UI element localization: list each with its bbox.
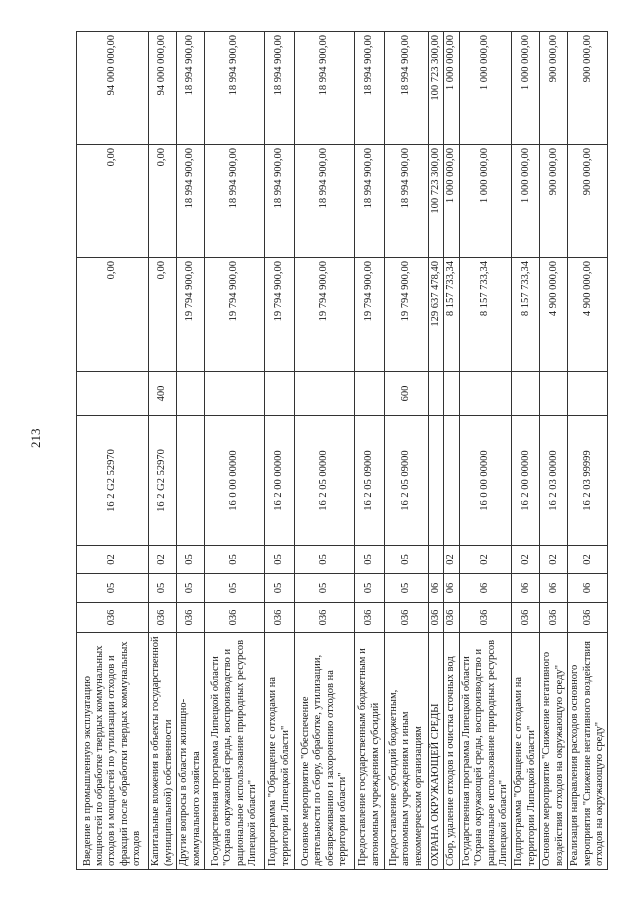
grbs-code-cell: 036 [512,603,540,633]
table-row [149,32,177,870]
amount-year3-cell: 18 994 900,00 [205,32,265,145]
grbs-code-cell: 036 [265,603,295,633]
target-article-cell [444,416,459,546]
expense-type-cell [355,372,385,416]
section-code-cell: 05 [149,574,177,603]
table-row [355,32,385,870]
expense-type-cell: 600 [385,372,429,416]
grbs-code-cell: 036 [77,603,149,633]
expense-type-cell [265,372,295,416]
section-code-cell: 05 [205,574,265,603]
table-row [177,32,205,870]
amount-year2-cell: 18 994 900,00 [355,145,385,258]
expense-type-cell [177,372,205,416]
expense-type-cell [77,372,149,416]
section-code-cell: 06 [568,574,608,603]
amount-year1-cell: 8 157 733,34 [459,258,512,372]
amount-year2-cell: 900 000,00 [540,145,568,258]
subsection-code-cell: 02 [512,546,540,574]
table-row [265,32,295,870]
amount-year2-cell: 18 994 900,00 [177,145,205,258]
amount-year1-cell: 8 157 733,34 [444,258,459,372]
subsection-code-cell: 05 [265,546,295,574]
table-row [444,32,459,870]
amount-year1-cell: 19 794 900,00 [295,258,355,372]
amount-year1-cell: 4 900 000,00 [568,258,608,372]
amount-year3-cell: 18 994 900,00 [265,32,295,145]
row-name-cell: Основное мероприятие "Обеспечение деятельности по сбору, обработке, утилизации, обезвреживанию и захоронению отходов на территории области" [295,633,355,870]
table-row [512,32,540,870]
expense-type-cell [429,372,444,416]
subsection-code-cell: 02 [459,546,512,574]
table-row [540,32,568,870]
grbs-code-cell: 036 [429,603,444,633]
page-number: 213 [28,428,43,448]
target-article-cell [429,416,444,546]
row-name-cell: ОХРАНА ОКРУЖАЮЩЕЙ СРЕДЫ [429,633,444,870]
row-name-cell: Предоставление субсидий бюджетным, автономным учреждениям и иным некоммерческим организациям [385,633,429,870]
amount-year2-cell: 1 000 000,00 [512,145,540,258]
grbs-code-cell: 036 [568,603,608,633]
target-article-cell [177,416,205,546]
grbs-code-cell: 036 [177,603,205,633]
target-article-cell: 16 0 00 00000 [205,416,265,546]
target-article-cell: 16 2 03 99999 [568,416,608,546]
subsection-code-cell: 02 [444,546,459,574]
expense-type-cell [295,372,355,416]
section-code-cell: 06 [512,574,540,603]
table-row [295,32,355,870]
subsection-code-cell: 02 [568,546,608,574]
amount-year2-cell: 1 000 000,00 [444,145,459,258]
amount-year1-cell: 19 794 900,00 [205,258,265,372]
grbs-code-cell: 036 [385,603,429,633]
amount-year2-cell: 18 994 900,00 [265,145,295,258]
section-code-cell: 05 [355,574,385,603]
subsection-code-cell: 05 [295,546,355,574]
amount-year1-cell: 0,00 [77,258,149,372]
amount-year2-cell: 0,00 [77,145,149,258]
amount-year3-cell: 18 994 900,00 [385,32,429,145]
subsection-code-cell: 05 [355,546,385,574]
amount-year2-cell: 100 723 300,00 [429,145,444,258]
expense-type-cell [568,372,608,416]
amount-year1-cell: 8 157 733,34 [512,258,540,372]
table-row [568,32,608,870]
table-row [205,32,265,870]
subsection-code-cell: 05 [385,546,429,574]
grbs-code-cell: 036 [205,603,265,633]
subsection-code-cell: 02 [77,546,149,574]
amount-year3-cell: 94 000 000,00 [77,32,149,145]
section-code-cell: 05 [77,574,149,603]
row-name-cell: Государственная программа Липецкой области "Охрана окружающей среды, воспроизводство и рациональное использование природных ресурсов Липецкой области" [459,633,512,870]
expense-type-cell [540,372,568,416]
row-name-cell: Подпрограмма "Обращение с отходами на территории Липецкой области" [512,633,540,870]
grbs-code-cell: 036 [295,603,355,633]
amount-year3-cell: 18 994 900,00 [295,32,355,145]
target-article-cell: 16 2 05 09000 [355,416,385,546]
row-name-cell: Предоставление государственным бюджетным и автономным учреждениям субсидий [355,633,385,870]
section-code-cell: 06 [540,574,568,603]
rotated-table-container [76,32,608,870]
row-name-cell: Государственная программа Липецкой области "Охрана окружающей среды, воспроизводство и рациональное использование природных ресурсов Липецкой области" [205,633,265,870]
table-row [429,32,444,870]
section-code-cell: 06 [459,574,512,603]
amount-year1-cell: 19 794 900,00 [355,258,385,372]
amount-year2-cell: 18 994 900,00 [295,145,355,258]
target-article-cell: 16 2 05 09000 [385,416,429,546]
subsection-code-cell: 02 [540,546,568,574]
section-code-cell: 06 [444,574,459,603]
amount-year1-cell: 4 900 000,00 [540,258,568,372]
amount-year2-cell: 18 994 900,00 [385,145,429,258]
expense-type-cell [205,372,265,416]
section-code-cell: 05 [295,574,355,603]
section-code-cell: 05 [177,574,205,603]
expense-type-cell: 400 [149,372,177,416]
grbs-code-cell: 036 [149,603,177,633]
expense-type-cell [444,372,459,416]
grbs-code-cell: 036 [540,603,568,633]
row-name-cell: Капитальные вложения в объекты государственной (муниципальной) собственности [149,633,177,870]
amount-year2-cell: 1 000 000,00 [459,145,512,258]
expense-type-cell [459,372,512,416]
amount-year2-cell: 0,00 [149,145,177,258]
row-name-cell: Сбор, удаление отходов и очистка сточных вод [444,633,459,870]
section-code-cell: 06 [429,574,444,603]
expense-type-cell [512,372,540,416]
subsection-code-cell: 02 [149,546,177,574]
amount-year3-cell: 1 000 000,00 [512,32,540,145]
target-article-cell: 16 2 05 00000 [295,416,355,546]
amount-year2-cell: 900 000,00 [568,145,608,258]
subsection-code-cell: 05 [177,546,205,574]
section-code-cell: 05 [385,574,429,603]
target-article-cell: 16 2 00 00000 [512,416,540,546]
row-name-cell: Основное мероприятие "Снижение негативного воздействия отходов на окружающую среду" [540,633,568,870]
grbs-code-cell: 036 [355,603,385,633]
amount-year3-cell: 900 000,00 [568,32,608,145]
row-name-cell: Реализация направления расходов основного мероприятия "Снижение негативного воздействия отходов на окружающую среду" [568,633,608,870]
amount-year1-cell: 19 794 900,00 [385,258,429,372]
budget-table [76,31,608,870]
row-name-cell: Введение в промышленную эксплуатацию мощностей по обработке твердых коммунальных отходов и мощностей по утилизации отходов и фракций после обработки твердых коммунальных отходов [77,633,149,870]
amount-year3-cell: 18 994 900,00 [177,32,205,145]
amount-year1-cell: 129 637 478,40 [429,258,444,372]
grbs-code-cell: 036 [459,603,512,633]
amount-year3-cell: 900 000,00 [540,32,568,145]
amount-year3-cell: 94 000 000,00 [149,32,177,145]
subsection-code-cell [429,546,444,574]
amount-year3-cell: 100 723 300,00 [429,32,444,145]
amount-year1-cell: 19 794 900,00 [265,258,295,372]
grbs-code-cell: 036 [444,603,459,633]
amount-year3-cell: 18 994 900,00 [355,32,385,145]
target-article-cell: 16 2 00 00000 [265,416,295,546]
table-row [459,32,512,870]
target-article-cell: 16 2 G2 52970 [149,416,177,546]
target-article-cell: 16 2 G2 52970 [77,416,149,546]
subsection-code-cell: 05 [205,546,265,574]
target-article-cell: 16 2 03 00000 [540,416,568,546]
amount-year3-cell: 1 000 000,00 [444,32,459,145]
amount-year1-cell: 19 794 900,00 [177,258,205,372]
amount-year3-cell: 1 000 000,00 [459,32,512,145]
table-row [385,32,429,870]
row-name-cell: Другие вопросы в области жилищно-коммунального хозяйства [177,633,205,870]
target-article-cell: 16 0 00 00000 [459,416,512,546]
section-code-cell: 05 [265,574,295,603]
table-row [77,32,149,870]
amount-year2-cell: 18 994 900,00 [205,145,265,258]
row-name-cell: Подпрограмма "Обращение с отходами на территории Липецкой области" [265,633,295,870]
amount-year1-cell: 0,00 [149,258,177,372]
